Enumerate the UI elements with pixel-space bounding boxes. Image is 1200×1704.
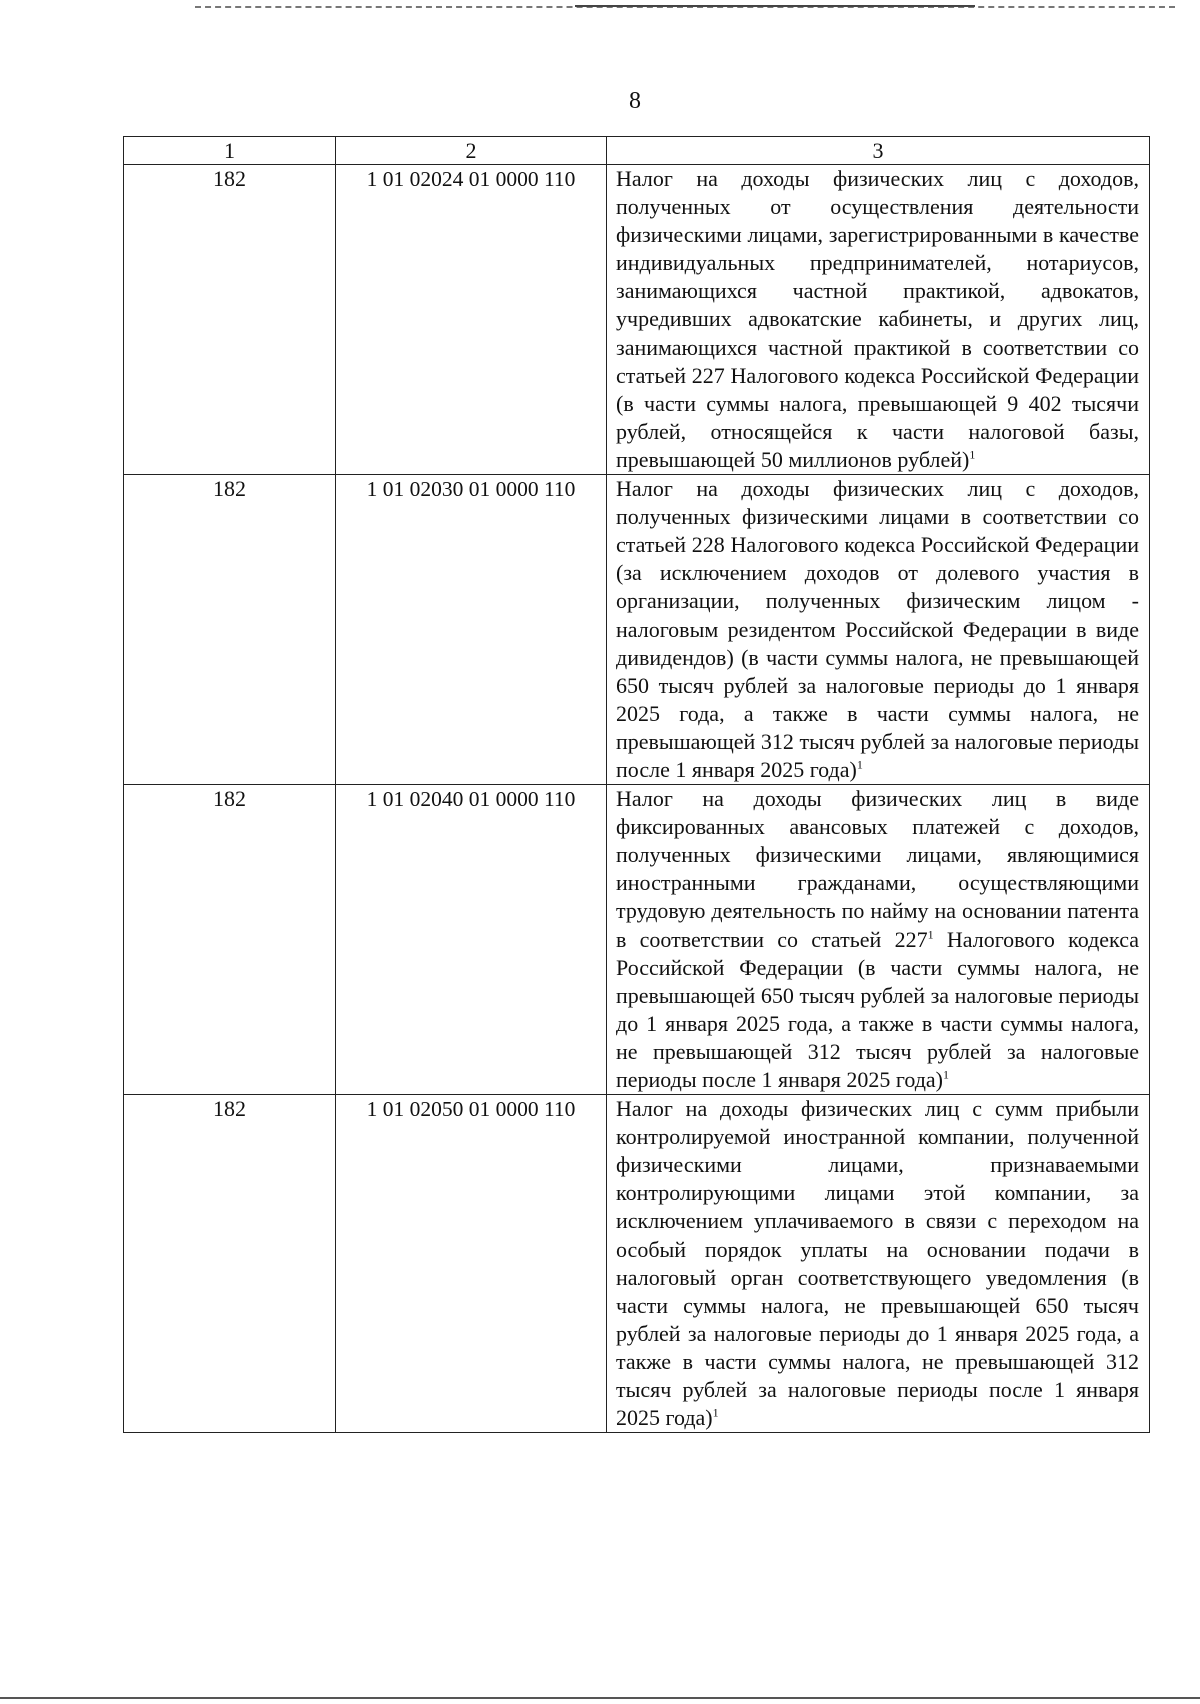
table-header-row [124, 137, 1150, 165]
footnote-mark: 1 [942, 1067, 949, 1082]
description-text: Налог на доходы физических лиц с доходов, полученных от осуществления деятельности физическими лицами, зарегистрированными в качестве индивидуальных предпринимателей, нотариусов, занимающихся частной практикой, адвокатов, учредивших адвокатские кабинеты, и других лиц, занимающихся частной практикой в соответствии со статьей 227 Налогового кодекса Российской Федерации (в части суммы налога, превышающей 9 402 тысячи рублей, относящейся к части налоговой базы, превышающей 50 миллионов рублей) [616, 166, 1139, 472]
table-row [124, 1095, 1150, 1433]
article-superscript: 1 [927, 927, 934, 942]
description-text-continued: Налогового кодекса Российской Федерации (в части суммы налога, не превышающей 650 тысяч рублей за налоговые периоды до 1 января 2025 года, а также в части суммы налога, не превышающей 312 тысяч рублей за налоговые периоды после 1 января 2025 года) [616, 926, 1139, 1092]
description-text: Налог на доходы физических лиц с сумм прибыли контролируемой иностранной компании, полученной физическими лицами, признаваемыми контролирующими лицами этой компании, за исключением уплачиваемого в связи с переходом на особый порядок уплаты на основании подачи в налоговый орган соответствующего уведомления (в части суммы налога, не превышающей 650 тысяч рублей за налоговые периоды до 1 января 2025 года, а также в части суммы налога, не превышающей 312 тысяч рублей за налоговые периоды после 1 января 2025 года) [616, 1096, 1139, 1431]
revenue-description [607, 475, 1150, 785]
footnote-mark: 1 [712, 1405, 719, 1420]
scan-edge-bottom [0, 1697, 1200, 1699]
column-header-1: 1 [124, 137, 336, 165]
administrator-code: 182 [124, 1095, 336, 1433]
revenue-description [607, 1095, 1150, 1433]
column-header-3: 3 [607, 137, 1150, 165]
administrator-code: 182 [124, 475, 336, 785]
description-text: Налог на доходы физических лиц в виде фиксированных авансовых платежей с доходов, полученных физическими лицами, являющимися иностранными гражданами, осуществляющими трудовую деятельность по найму на основании патента в соответствии со статьей 227 [616, 786, 1139, 952]
budget-classification-code: 1 01 02024 01 0000 110 [336, 165, 607, 475]
revenue-description [607, 165, 1150, 475]
footnote-mark: 1 [969, 447, 976, 462]
description-text: Налог на доходы физических лиц с доходов, полученных физическими лицами в соответствии со статьей 228 Налогового кодекса Российской Федерации (за исключением доходов от долевого участия в организации, полученных физическим лицом - налоговым резидентом Российской Федерации в виде дивидендов) (в части суммы налога, не превышающей 650 тысяч рублей за налоговые периоды до 1 января 2025 года, а также в части суммы налога, не превышающей 312 тысяч рублей за налоговые периоды после 1 января 2025 года) [616, 476, 1139, 782]
budget-classification-code: 1 01 02050 01 0000 110 [336, 1095, 607, 1433]
table-row [124, 475, 1150, 785]
page-number: 8 [629, 88, 641, 114]
revenue-description [607, 785, 1150, 1095]
footnote-mark: 1 [856, 757, 863, 772]
scan-edge-top-solid [575, 5, 975, 7]
administrator-code: 182 [124, 165, 336, 475]
table-row [124, 165, 1150, 475]
budget-classification-code: 1 01 02030 01 0000 110 [336, 475, 607, 785]
table-row [124, 785, 1150, 1095]
column-header-2: 2 [336, 137, 607, 165]
administrator-code: 182 [124, 785, 336, 1095]
budget-classification-code: 1 01 02040 01 0000 110 [336, 785, 607, 1095]
revenue-codes-table [123, 136, 1150, 1433]
